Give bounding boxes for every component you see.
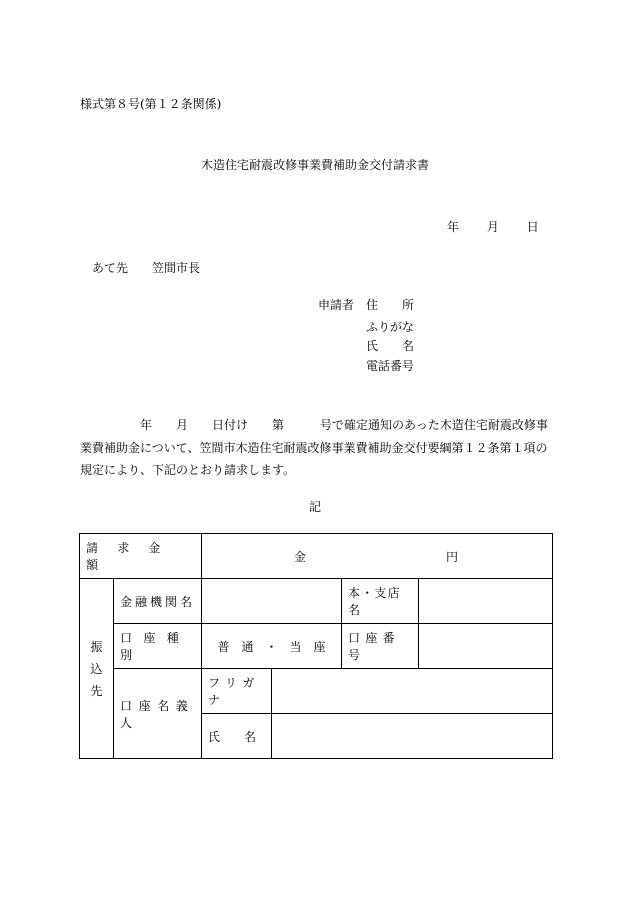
amount-prefix: 金 bbox=[294, 549, 307, 564]
applicant-phone-label: 電話番号 bbox=[366, 359, 415, 373]
furigana-value[interactable] bbox=[272, 669, 553, 714]
account-type-row bbox=[80, 624, 553, 669]
name-value[interactable] bbox=[272, 714, 553, 759]
amount-unit: 円 bbox=[446, 549, 459, 564]
bank-label: 金融機関名 bbox=[114, 579, 202, 624]
account-type-label: 口座種別 bbox=[114, 624, 202, 669]
branch-value[interactable] bbox=[419, 579, 553, 624]
document-title: 木造住宅耐震改修事業費補助金交付請求書 bbox=[200, 158, 429, 172]
account-number-value[interactable] bbox=[419, 624, 553, 669]
bank-row bbox=[80, 579, 553, 624]
account-type-value[interactable]: 普 通 ・ 当 座 bbox=[202, 624, 342, 669]
form-number: 様式第８号(第１２条関係) bbox=[80, 97, 222, 111]
addressee: あて先 笠間市長 bbox=[92, 261, 201, 275]
amount-label: 請求金額 bbox=[80, 534, 202, 579]
date-year: 年 bbox=[447, 220, 460, 234]
transfer-label: 振込先 bbox=[80, 579, 114, 759]
amount-row bbox=[80, 534, 553, 579]
furigana-label: フリガナ bbox=[202, 669, 272, 714]
date-line bbox=[447, 218, 539, 235]
date-month: 月 bbox=[486, 220, 499, 234]
applicant-address-label: 住 所 bbox=[366, 298, 415, 312]
bank-value[interactable] bbox=[202, 579, 342, 624]
ki-heading: 記 bbox=[308, 500, 321, 514]
applicant-name-label: 氏 名 bbox=[366, 339, 415, 353]
name-label: 氏 名 bbox=[202, 714, 272, 759]
date-day: 日 bbox=[526, 220, 539, 234]
branch-label: 本・支店名 bbox=[342, 579, 419, 624]
amount-cell[interactable] bbox=[202, 534, 553, 579]
request-body-text: 年 月 日付け 第 号で確定通知のあった木造住宅耐震改修事業費補助金について、笠間市木造住宅耐震改修事業費補助金交付要綱第１２条第１項の規定により、下記のとおり請求します。 bbox=[80, 418, 548, 477]
holder-furigana-row bbox=[80, 669, 553, 714]
claim-table bbox=[79, 533, 553, 759]
applicant-label: 申請者 bbox=[318, 298, 355, 312]
holder-label: 口座名義人 bbox=[114, 669, 202, 759]
applicant-furigana-label: ふりがな bbox=[366, 320, 415, 334]
account-number-label: 口座番号 bbox=[342, 624, 419, 669]
